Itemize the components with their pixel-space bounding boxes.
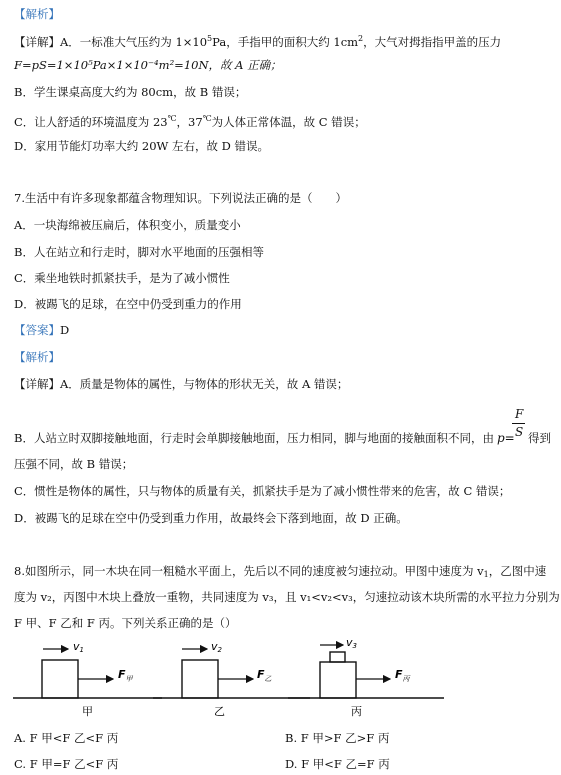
q7-answer-tag: 【答案】 bbox=[14, 323, 60, 337]
q8-option-d: D. F 甲<F 乙=F 丙 bbox=[285, 757, 390, 771]
q6-analysis-tag: 【解析】 bbox=[14, 7, 60, 21]
q7-answer bbox=[14, 323, 69, 337]
q8-option-c: C. F 甲=F 乙<F 丙 bbox=[14, 757, 119, 771]
q7-stem: 7.生活中有许多现象都蕴含物理知识。下列说法正确的是（ ） bbox=[14, 191, 347, 205]
velocity-label-bing: v3 bbox=[346, 640, 357, 650]
q7-formula-p: p= bbox=[497, 431, 515, 445]
q6-detail-line-a1: 【详解】A．一标准大气压约为 $1\times 10^5Pa$，手指甲的面积大约 $1cm^2$，大气对拇指指甲盖的压力 bbox=[14, 34, 502, 49]
stacked-weight bbox=[330, 652, 345, 662]
q8-stem-1: 8.如图所示，同一木块在同一粗糙水平面上，先后以不同的速度被匀速拉动。甲图中速度为 $v_1$，乙图中速 bbox=[14, 564, 547, 579]
q7-option-b: B．人在站立和行走时，脚对水平地面的压强相等 bbox=[14, 245, 264, 259]
q7-explain-b-tail: 得到 bbox=[528, 431, 551, 445]
q7-explain-d: D．被踢飞的足球在空中仍受到重力作用，故最终会下落到地面，故 D 正确。 bbox=[14, 511, 408, 525]
figure-panel-bing bbox=[288, 640, 444, 718]
block-bing bbox=[320, 662, 356, 698]
panel-label-bing: 丙 bbox=[351, 705, 362, 718]
q8-option-a: A. F 甲<F 乙<F 丙 bbox=[14, 731, 119, 745]
velocity-label-yi: v2 bbox=[211, 640, 222, 654]
q8-figure bbox=[10, 640, 550, 720]
force-label-jia: $F_甲$ bbox=[118, 668, 133, 683]
q6-line-d: D．家用节能灯功率大约 20W 左右，故 D 错误。 bbox=[14, 139, 270, 153]
q8-option-b: B. F 甲>F 乙>F 丙 bbox=[285, 731, 390, 745]
q6-detail-prefix: 【详解】 bbox=[14, 35, 60, 49]
figure-panel-jia bbox=[13, 640, 162, 718]
block-yi bbox=[182, 660, 218, 698]
q7-option-c: C．乘坐地铁时抓紧扶手，是为了减小惯性 bbox=[14, 271, 230, 285]
q7-option-a: A．一块海绵被压扁后，体积变小，质量变小 bbox=[14, 218, 241, 232]
block-jia bbox=[42, 660, 78, 698]
q6-line-b: B．学生课桌高度大约为 80cm，故 B 错误； bbox=[14, 85, 247, 99]
figure-panel-yi bbox=[153, 640, 310, 718]
q7-formula-numerator: F bbox=[515, 407, 524, 421]
q7-explain-a: 【详解】A．质量是物体的属性，与物体的形状无关，故 A 错误； bbox=[14, 377, 349, 391]
q7-analysis-tag: 【解析】 bbox=[14, 350, 60, 364]
q8-stem-3: F 甲、F 乙和 F 丙。下列关系正确的是（） bbox=[14, 616, 237, 630]
panel-label-jia: 甲 bbox=[82, 705, 93, 718]
velocity-label-jia: v1 bbox=[73, 640, 84, 654]
q8-stem-2: 度为 v₂，丙图中木块上叠放一重物，共同速度为 v₃，且 v₁<v₂<v₃，匀速拉动该木块所需的水平拉力分别为 bbox=[14, 590, 560, 604]
q7-fraction-bar bbox=[512, 423, 525, 424]
q7-explain-b1: B．人站立时双脚接触地面，行走时会单脚接触地面，压力相同，脚与地面的接触面积不同，由 bbox=[14, 431, 494, 445]
q6-line-a1-text: A．一标准大气压约为 1×10 bbox=[60, 35, 208, 49]
panel-label-yi: 乙 bbox=[214, 705, 225, 718]
q7-formula-denominator: S bbox=[515, 425, 524, 439]
q6-line-a2: F=pS=1×10⁵Pa×1×10⁻⁴m²=10N，故 A 正确； bbox=[14, 58, 282, 72]
q7-explain-c: C．惯性是物体的属性，只与物体的质量有关，抓紧扶手是为了减小惯性带来的危害，故 C 错误； bbox=[14, 484, 511, 498]
force-label-bing: $F_丙$ bbox=[395, 668, 410, 683]
force-label-yi: $F_乙$ bbox=[257, 668, 272, 683]
q7-option-d: D．被踢飞的足球，在空中仍受到重力的作用 bbox=[14, 297, 242, 311]
q6-line-c: C．让人舒适的环境温度为 23℃，37℃为人体正常体温，故 C 错误； bbox=[14, 114, 366, 129]
q7-explain-b2: 压强不同，故 B 错误； bbox=[14, 457, 134, 471]
q7-answer-value: D bbox=[60, 323, 70, 337]
